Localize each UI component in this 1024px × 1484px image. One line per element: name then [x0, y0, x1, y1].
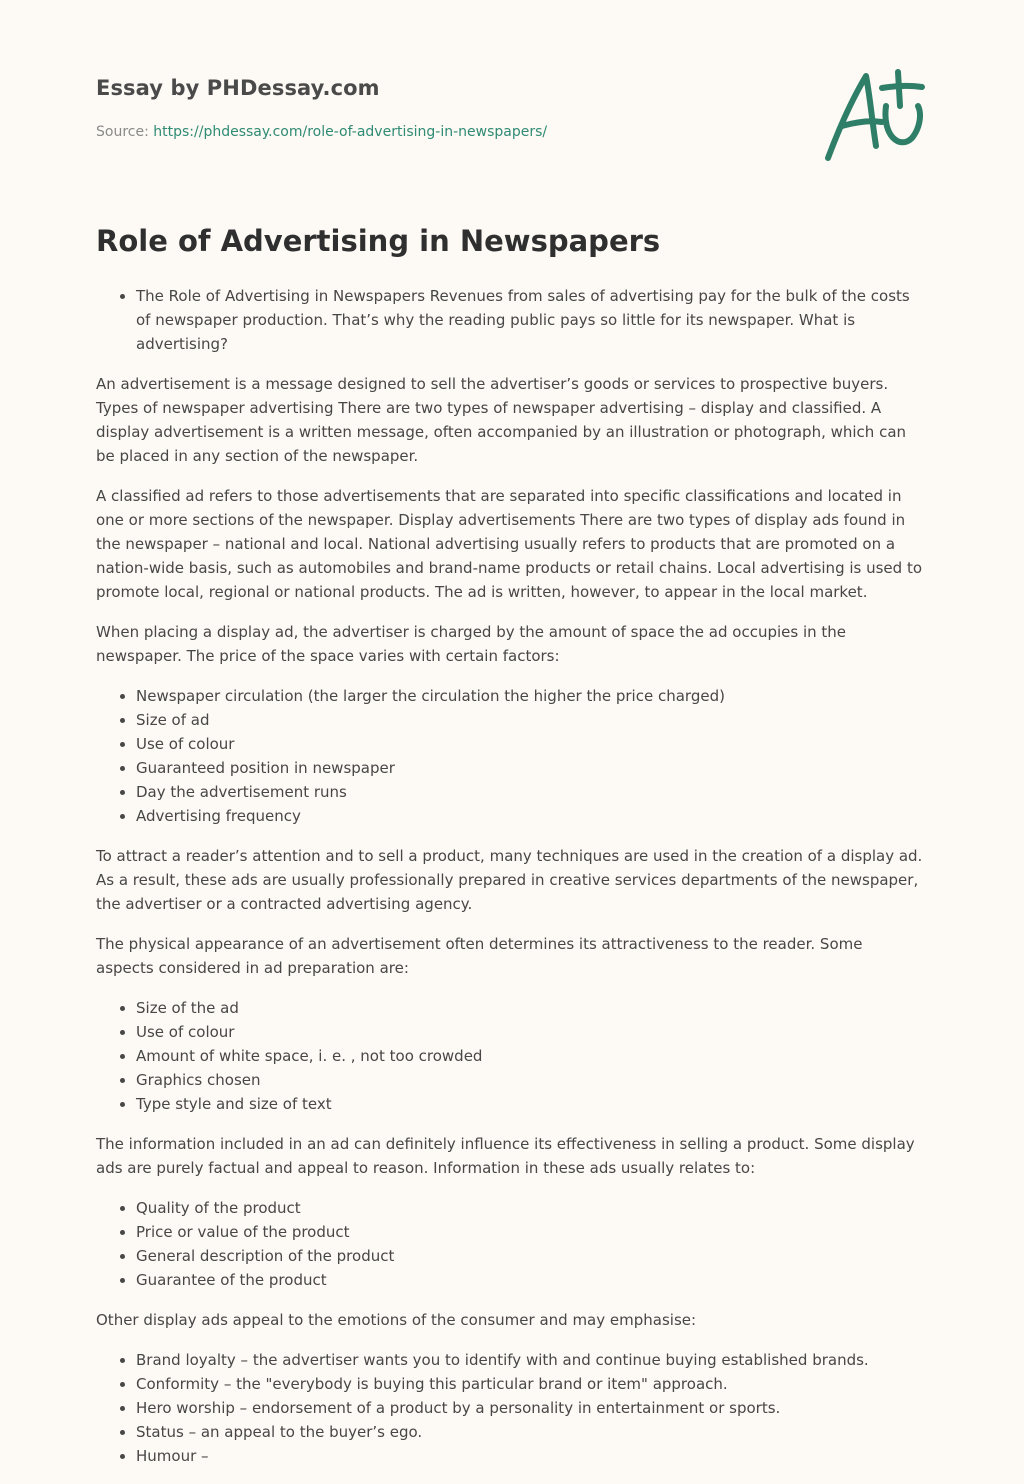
- essay-page: [96, 0, 924, 1465]
- page-header: [96, 0, 924, 200]
- source-label: Source:: [96, 124, 149, 140]
- list-item: • Conformity – the "everybody is buying this particular brand or item" approach.: [136, 1372, 924, 1396]
- list-item: • Amount of white space, i. e. , not too crowded: [136, 1044, 924, 1068]
- factual-info-list: [96, 1196, 924, 1292]
- list-item: • Brand loyalty – the advertiser wants you to identify with and continue buying established brands.: [136, 1348, 924, 1372]
- list-item: • General description of the product: [136, 1244, 924, 1268]
- list-item: • The Role of Advertising in Newspapers Revenues from sales of advertising pay for the bulk of the costs of newspaper production. That’s why the reading public pays so little for its newspaper. What is advertising?: [136, 284, 924, 356]
- a-plus-logo-icon: [820, 66, 930, 166]
- list-item: • Size of ad: [136, 708, 924, 732]
- paragraph: Other display ads appeal to the emotions of the consumer and may emphasise:: [96, 1311, 697, 1329]
- paragraph: The physical appearance of an advertisement often determines its attractiveness to the reader. Some aspects considered in ad preparation are:: [96, 935, 863, 977]
- paragraph: A classified ad refers to those advertisements that are separated into specific classifications and located in one or more sections of the newspaper. Display advertisements There are two types of display ads found in the newspaper – national and local. National advertising usually refers to products that are promoted on a nation-wide basis, such as automobiles and brand-name products or retail chains. Local advertising is used to promote local, regional or national products. The ad is written, however, to appear in the local market.: [96, 487, 923, 601]
- list-item: • Newspaper circulation (the larger the circulation the higher the price charged): [136, 684, 924, 708]
- list-item: • Price or value of the product: [136, 1220, 924, 1244]
- list-item: • Advertising frequency: [136, 804, 924, 828]
- emotional-appeals-list: [96, 1348, 924, 1468]
- brand-title: Essay by PHDessay.com: [96, 76, 380, 100]
- paragraph: To attract a reader’s attention and to sell a product, many techniques are used in the creation of a display ad. As a result, these ads are usually professionally prepared in creative services departments of the newspaper, the advertiser or a contracted advertising agency.: [96, 847, 923, 913]
- list-item: • Day the advertisement runs: [136, 780, 924, 804]
- appearance-aspects-list: [96, 996, 924, 1116]
- paragraph: When placing a display ad, the advertiser is charged by the amount of space the ad occupies in the newspaper. The price of the space varies with certain factors:: [96, 623, 847, 665]
- price-factors-list: [96, 684, 924, 828]
- list-item: • Guarantee of the product: [136, 1268, 924, 1292]
- list-item: • Graphics chosen: [136, 1068, 924, 1092]
- paragraph: The information included in an ad can definitely influence its effectiveness in selling a product. Some display ads are purely factual and appeal to reason. Information in these ads usually relates to:: [96, 1135, 915, 1177]
- intro-list: [96, 284, 924, 356]
- list-item: • Type style and size of text: [136, 1092, 924, 1116]
- list-item: • Quality of the product: [136, 1196, 924, 1220]
- list-item: • Humour –: [136, 1444, 924, 1468]
- source-line: [96, 124, 547, 140]
- list-item: • Guaranteed position in newspaper: [136, 756, 924, 780]
- page-title: Role of Advertising in Newspapers: [96, 224, 661, 258]
- paragraph: An advertisement is a message designed to sell the advertiser’s goods or services to prospective buyers. Types of newspaper advertising There are two types of newspaper advertising – display and classified. A display advertisement is a written message, often accompanied by an illustration or photograph, which can be placed in any section of the newspaper.: [96, 375, 907, 465]
- source-link[interactable]: https://phdessay.com/role-of-advertising-in-newspapers/: [153, 124, 548, 140]
- list-item: • Use of colour: [136, 732, 924, 756]
- list-item: • Hero worship – endorsement of a product by a personality in entertainment or sports.: [136, 1396, 924, 1420]
- essay-content: [96, 284, 924, 1484]
- list-item: • Size of the ad: [136, 996, 924, 1020]
- list-item: • Use of colour: [136, 1020, 924, 1044]
- list-item: • Status – an appeal to the buyer’s ego.: [136, 1420, 924, 1444]
